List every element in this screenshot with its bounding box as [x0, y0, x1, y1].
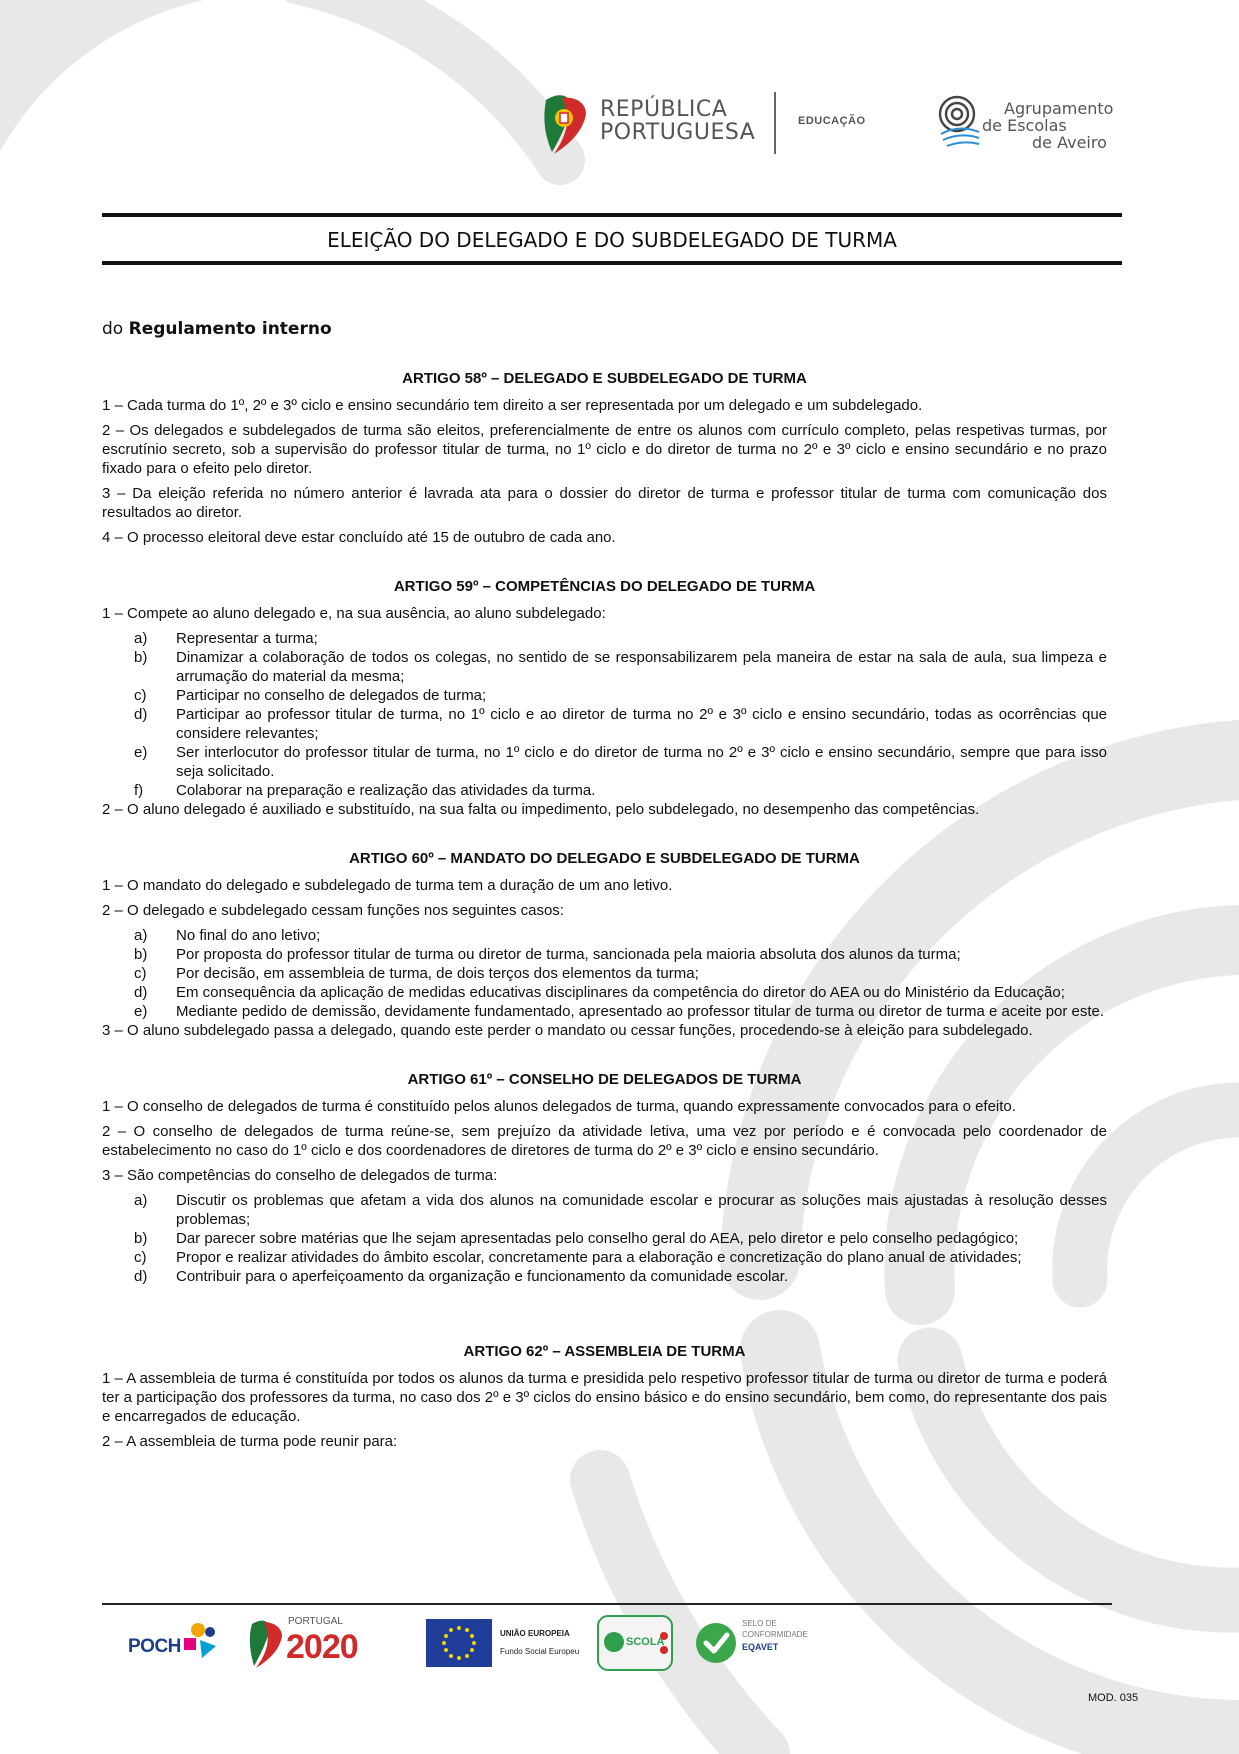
header-separator [774, 92, 776, 154]
title-rule-bottom [102, 261, 1122, 265]
list-item: c) Participar no conselho de delegados de turma; [134, 687, 487, 704]
uniao-europeia-logo [426, 1617, 586, 1669]
agrupamento-line-3: de Aveiro [1032, 133, 1107, 152]
eqavet-line-1: SELO DE [742, 1619, 777, 1628]
list-item: b) Por proposta do professor titular de turma ou diretor de turma, sancionada pela maioria absoluta dos alunos da turma; [134, 946, 961, 963]
subheading [102, 320, 1107, 339]
agrupamento-line-1: Agrupamento [1004, 99, 1114, 118]
artigo-59 [102, 577, 1107, 819]
agrupamento-text [982, 100, 1113, 151]
portugal-text: PORTUGAL [288, 1616, 343, 1627]
subheading-bold: Regulamento interno [128, 319, 332, 339]
artigo-61-p2: 2 – O conselho de delegados de turma reúne-se, sem prejuízo da atividade letiva, uma vez por período e é convocada pelo coordenador de estabelecimento no caso do 1º ciclo e dos coordenadores de diretores de turma do 2º e 3º ciclo e ensino secundário. [102, 1123, 1107, 1159]
title-rule-top [102, 213, 1122, 217]
eu-line-2: Fundo Social Europeu [500, 1647, 580, 1656]
p2020-text: 2020 [286, 1628, 358, 1666]
artigo-61-p1: 1 – O conselho de delegados de turma é constituído pelos alunos delegados de turma, quando expressamente convocados para o efeito. [102, 1098, 1016, 1115]
list-item: d) Contribuir para o aperfeiçoamento da organização e funcionamento da comunidade escolar. [134, 1268, 789, 1285]
list-item: e) Mediante pedido de demissão, devidamente fundamentado, apresentado ao professor titular de turma ou diretor de turma e aceite por este. [134, 1003, 1105, 1020]
republica-portuguesa-logo [540, 90, 760, 158]
eqavet-line-2: CONFORMIDADE [742, 1630, 808, 1639]
poch-logo [128, 1618, 220, 1668]
list-item: c) Propor e realizar atividades do âmbito escolar, concretamente para a elaboração e concretização do plano anual de atividades; [134, 1249, 1022, 1266]
selo-escola-saudavel-logo [596, 1614, 674, 1672]
eu-flag-icon [426, 1619, 492, 1667]
eqavet-line-3: EQAVET [742, 1642, 779, 1652]
artigo-60-p3: 3 – O aluno subdelegado passa a delegado, quando este perder o mandato ou cessar funções, procedendo-se à eleição para subdelegado. [102, 1022, 1033, 1039]
list-item: b) Dar parecer sobre matérias que lhe sejam apresentadas pelo conselho geral do AEA, pelo diretor e pelo conselho pedagógico; [134, 1230, 1019, 1247]
agrupamento-logo [937, 92, 1117, 156]
artigo-60-p1: 1 – O mandato do delegado e subdelegado de turma tem a duração de um ano letivo. [102, 877, 673, 894]
list-item: f) Colaborar na preparação e realização das atividades da turma. [134, 782, 596, 799]
artigo-62-p1: 1 – A assembleia de turma é constituída por todos os alunos da turma e presidida pelo respetivo professor titular de turma ou diretor de turma e poderá ter a participação dos professores da turma, no caso dos 2º e 3º ciclos do ensino básico e do ensino secundário, bem como, do representante dos pais e encarregados de educação. [102, 1370, 1107, 1425]
eu-line-1: UNIÃO EUROPEIA [500, 1629, 570, 1638]
agrupamento-spiral-icon [937, 94, 981, 150]
list-item: d) Em consequência da aplicação de medidas educativas disciplinares da competência do diretor do AEA ou do Ministério da Educação; [134, 984, 1065, 1001]
document-title: ELEIÇÃO DO DELEGADO E DO SUBDELEGADO DE TURMA [327, 228, 897, 252]
portuguesa-line: PORTUGUESA [600, 120, 756, 145]
artigo-60 [102, 849, 1107, 1040]
list-item: e) Ser interlocutor do professor titular de turma, no 1º ciclo e do diretor de turma no 2º e 3º ciclo e ensino secundário, sempre que para isso seja solicitado. [134, 744, 1107, 780]
republica-line: REPÚBLICA [600, 97, 728, 122]
list-item: a) No final do ano letivo; [134, 927, 321, 944]
artigo-58-title: ARTIGO 58º – DELEGADO E SUBDELEGADO DE TURMA [402, 370, 807, 387]
footer-rule [102, 1603, 1112, 1605]
artigo-62 [102, 1342, 1107, 1451]
artigo-59-p1: 1 – Compete ao aluno delegado e, na sua ausência, ao aluno subdelegado: [102, 605, 606, 622]
artigo-58-p4: 4 – O processo eleitoral deve estar concluído até 15 de outubro de cada ano. [102, 529, 616, 546]
poch-text: POCH [128, 1636, 181, 1657]
eqavet-logo [694, 1617, 814, 1669]
list-item: a) Discutir os problemas que afetam a vida dos alunos na comunidade escolar e procurar as soluções mais ajustadas à resolução desses problemas; [134, 1192, 1107, 1228]
artigo-60-list [102, 926, 1107, 1021]
artigo-61-title: ARTIGO 61º – CONSELHO DE DELEGADOS DE TURMA [407, 1071, 802, 1088]
list-item: c) Por decisão, em assembleia de turma, de dois terços dos elementos da turma; [134, 965, 699, 982]
artigo-60-p2: 2 – O delegado e subdelegado cessam funções nos seguintes casos: [102, 902, 564, 919]
list-item: b) Dinamizar a colaboração de todos os colegas, no sentido de se responsabilizarem pela maneira de estar na sala de aula, sua limpeza e arrumação do material da mesma; [134, 649, 1107, 685]
list-item: d) Participar ao professor titular de turma, no 1º ciclo e ao diretor de turma no 2º e 3º ciclo e ensino secundário, todas as ocorrências que considere relevantes; [134, 706, 1107, 742]
portugal-2020-flag-icon [248, 1618, 284, 1668]
portugal-2020-logo [248, 1614, 398, 1670]
agrupamento-line-2: de Escolas [982, 116, 1067, 135]
artigo-61-p3: 3 – São competências do conselho de delegados de turma: [102, 1167, 498, 1184]
mod-code: MOD. 035 [1088, 1692, 1139, 1704]
artigo-58-p2: 2 – Os delegados e subdelegados de turma são eleitos, preferencialmente de entre os alunos com currículo completo, pelas respetivas turmas, por escrutínio secreto, sob a supervisão do professor titular de turma, no 1º ciclo e do diretor de turma no 2º e 3º ciclo e ensino secundário e no prazo fixado para o efeito pelo diretor. [102, 422, 1107, 477]
artigo-60-title: ARTIGO 60º – MANDATO DO DELEGADO E SUBDELEGADO DE TURMA [349, 850, 860, 867]
document-body [102, 320, 1107, 1457]
eqavet-check-icon [694, 1621, 738, 1665]
list-item: a) Representar a turma; [134, 630, 318, 647]
artigo-59-p2: 2 – O aluno delegado é auxiliado e substituído, na sua falta ou impedimento, pelo subdelegado, no desempenho das competências. [102, 801, 980, 818]
artigo-59-title: ARTIGO 59º – COMPETÊNCIAS DO DELEGADO DE TURMA [393, 578, 816, 595]
selo-text: SCOLA [626, 1636, 665, 1648]
poch-shapes-icon [180, 1620, 220, 1664]
artigo-62-p2: 2 – A assembleia de turma pode reunir para: [102, 1433, 398, 1450]
artigo-58-p3: 3 – Da eleição referida no número anterior é lavrada ata para o dossier do diretor de turma e professor titular de turma com comunicação dos resultados ao diretor. [102, 485, 1107, 521]
artigo-58-p1: 1 – Cada turma do 1º, 2º e 3º ciclo e ensino secundário tem direito a ser representada por um delegado e um subdelegado. [102, 397, 923, 414]
educacao-label: EDUCAÇÃO [798, 115, 866, 127]
artigo-58 [102, 369, 1107, 547]
republica-portuguesa-text [600, 98, 755, 144]
subheading-prefix: do [102, 319, 124, 339]
portugal-flag-icon [540, 92, 588, 156]
artigo-61 [102, 1070, 1107, 1286]
artigo-62-title: ARTIGO 62º – ASSEMBLEIA DE TURMA [463, 1343, 746, 1360]
artigo-61-list [102, 1191, 1107, 1286]
artigo-59-list [102, 629, 1107, 800]
